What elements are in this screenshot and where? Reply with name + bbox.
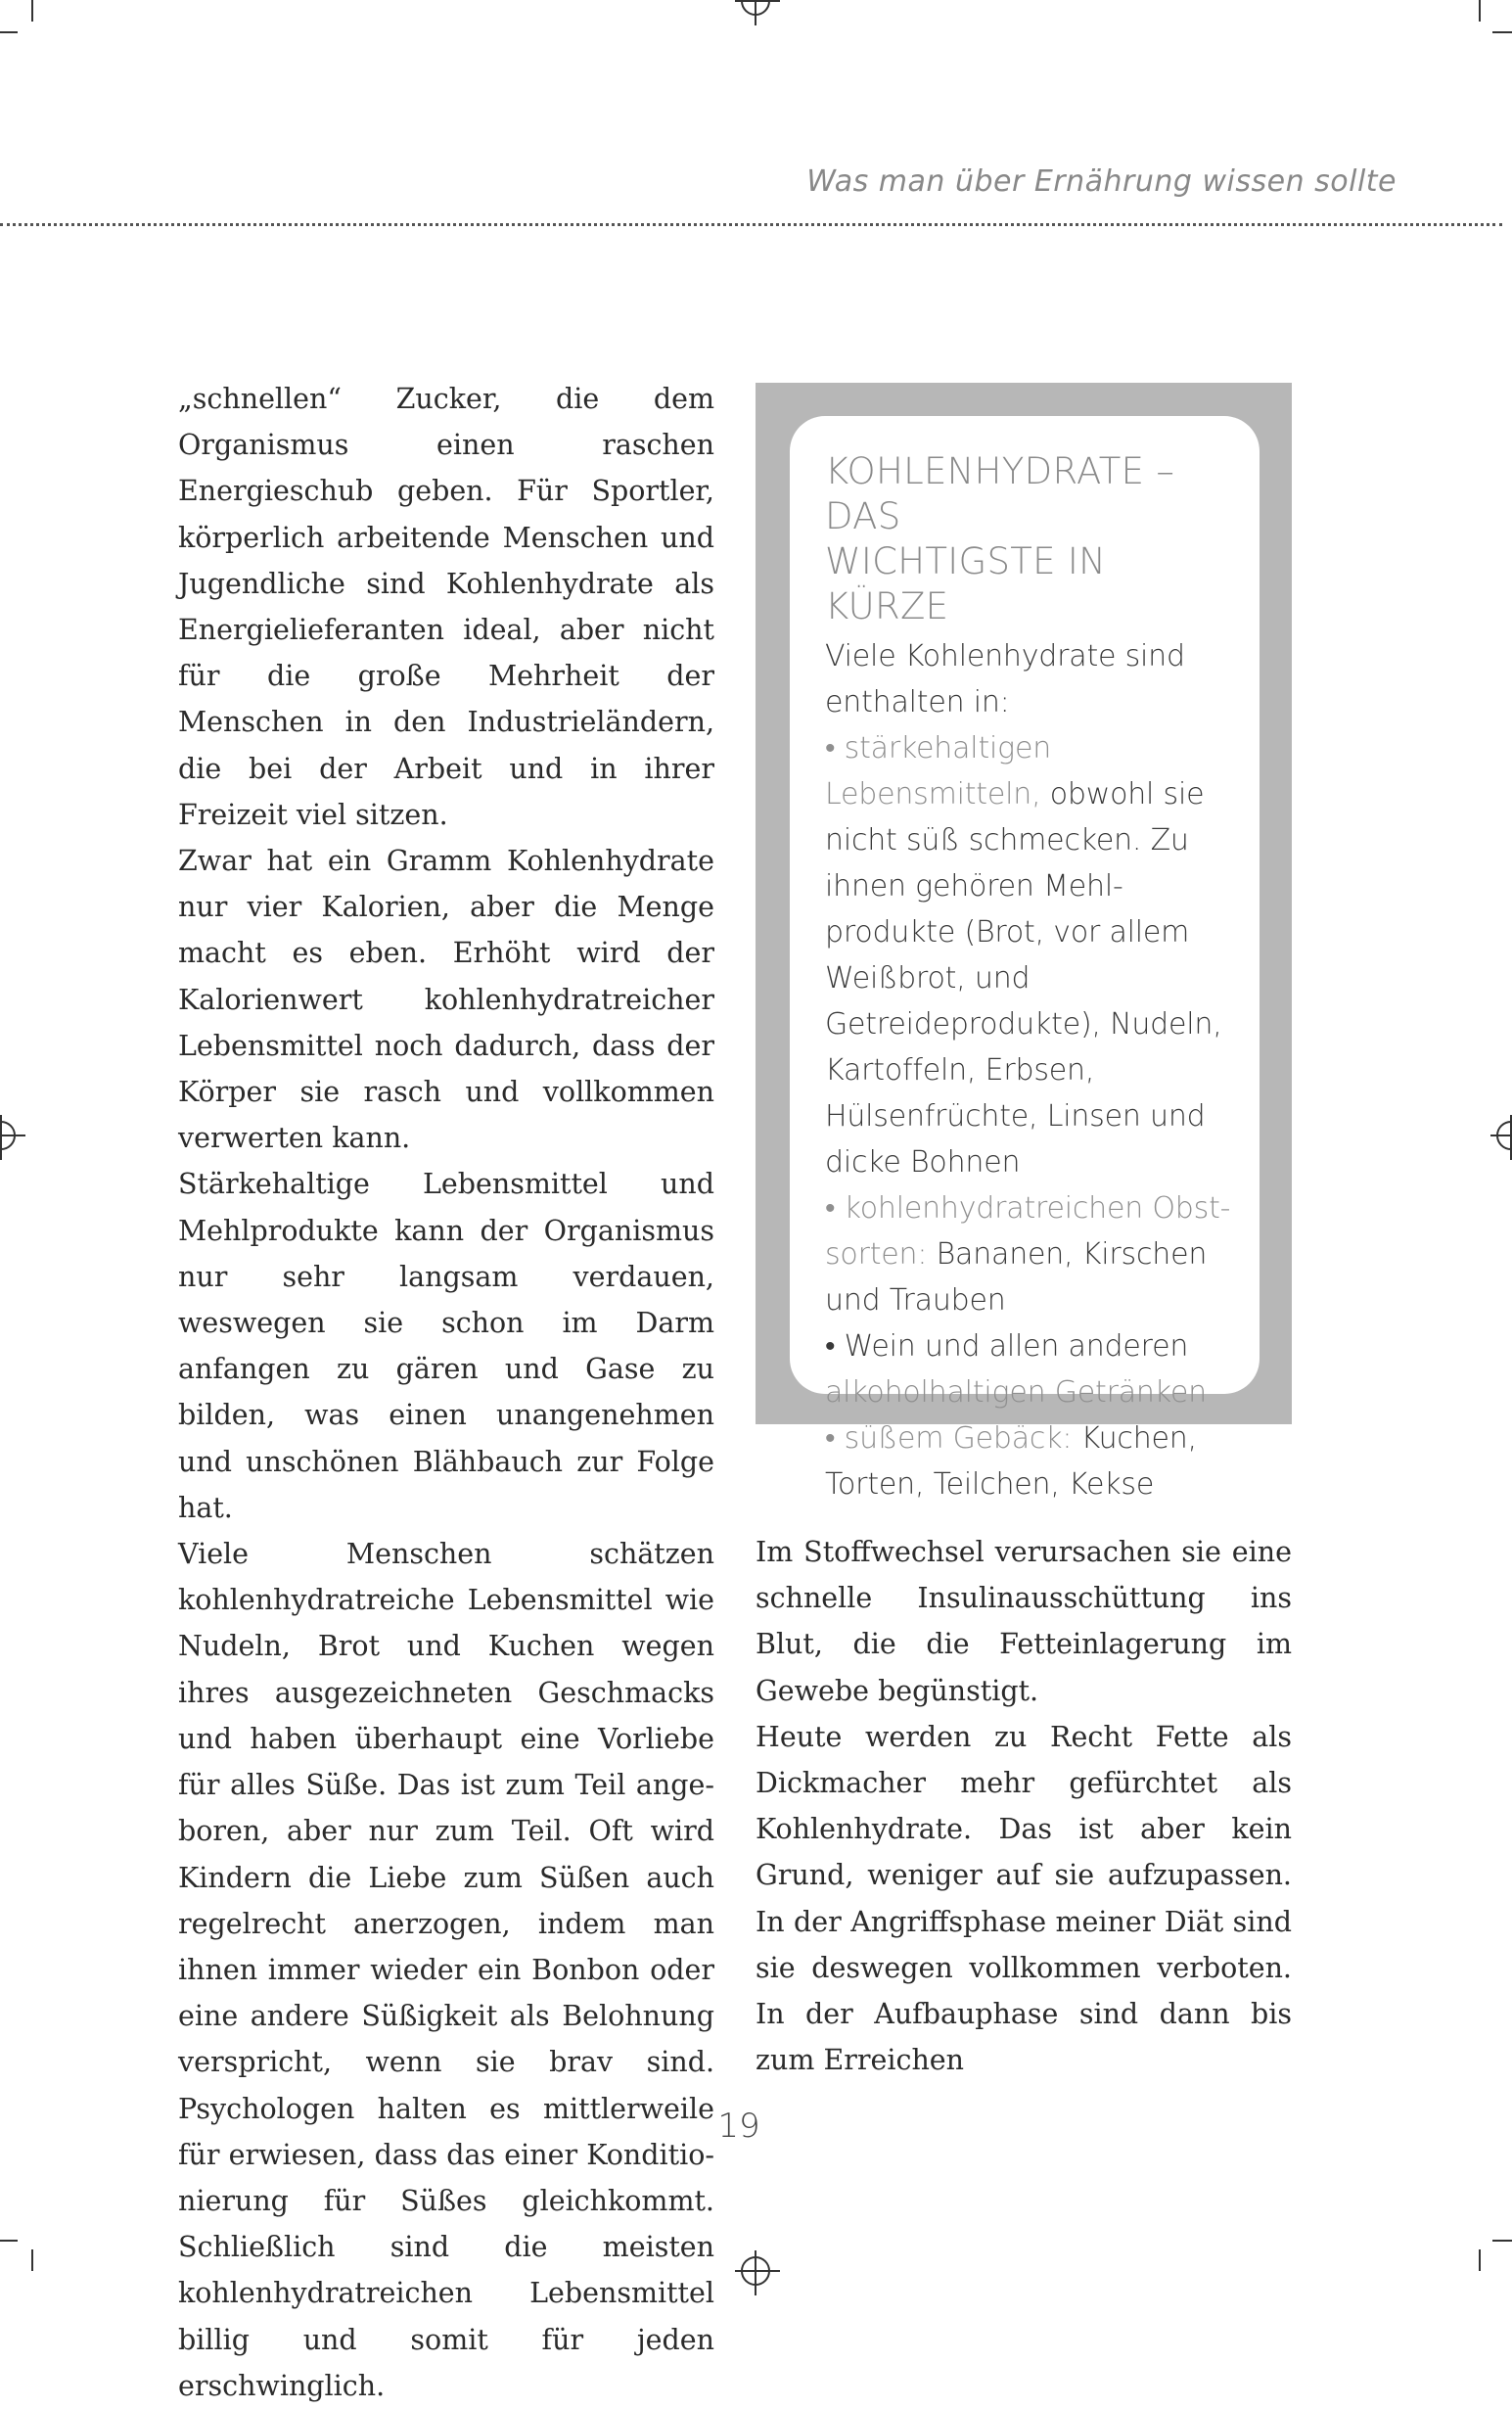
item-lead: • kohlenhydratreichen Obstsorten:	[825, 1191, 1231, 1272]
info-box-intro: Viele Kohlenhydrate sind enthalten in:	[825, 639, 1185, 719]
registration-mark-left	[0, 1121, 16, 1150]
header-dotted-rule	[0, 223, 1502, 226]
info-box-item	[825, 1185, 1240, 1323]
paragraph: Zwar hat ein Gramm Kohlenhydrate nur vier Kalorien, aber die Menge macht es eben. Erhöht wird der Kalorienwert kohlenhydratreicher Lebensmittel noch dadurch, dass der Körper sie rasch und vollkommen verwerten kann.	[178, 845, 714, 1155]
registration-mark-top	[741, 0, 770, 16]
info-box-item	[825, 1415, 1240, 1507]
info-box-frame	[756, 383, 1292, 1502]
info-box-item	[825, 1323, 1240, 1415]
page-number: 19	[717, 2107, 760, 2146]
info-box-item	[825, 725, 1240, 1185]
item-text: Bananen, Kirschen und Trauben	[825, 1237, 1208, 1318]
info-box-title-line: WICHTIGSTE IN KÜRZE	[825, 540, 1107, 627]
crop-mark-bottom-right	[1479, 2249, 1481, 2271]
info-box-title	[825, 449, 1240, 629]
crop-mark-top-right-h	[1492, 31, 1512, 33]
info-box-title-line: KOHLENHYDRATE – DAS	[825, 450, 1175, 537]
right-text-column	[756, 1529, 1292, 2083]
item-text: obwohl sie nicht süß schmecken. Zu ihnen gehören Mehlprodukte (Brot, vor allem Weißbrot, und Getreideprodukte), Nudeln, Kartoffeln, Erbsen, Hülsenfrüchte, Linsen und dicke Bohnen	[825, 777, 1222, 1180]
registration-mark-bottom	[741, 2256, 770, 2286]
crop-mark-bottom-left-h	[0, 2240, 18, 2242]
paragraph: Viele Menschen schätzen kohlenhydratreiche Lebensmittel wie Nudeln, Brot und Kuchen wegen ihres ausgezeichneten Geschmacks und haben überhaupt eine Vorliebe für alles Süße. Das ist zum Teil angeboren, aber nur zum Teil. Oft wird Kindern die Liebe zum Süßen auch regelrecht anerzogen, indem man ihnen immer wieder ein Bonbon oder eine andere Süßigkeit als Belohnung verspricht, wenn sie brav sind. Psychologen halten es mittlerweile für erwiesen, dass das einer Konditionierung für Süßes gleichkommt. Schließlich sind die meisten kohlenhydratreichen Lebensmittel billig und somit für jeden erschwinglich.	[178, 1538, 714, 2402]
crop-mark-top-left-h	[0, 31, 18, 33]
crop-mark-top-left	[31, 0, 33, 22]
item-text: Kuchen, Torten, Teilchen, Kekse	[825, 1421, 1197, 1502]
paragraph: Stärkehaltige Lebensmittel und Mehlprodukte kann der Organismus nur sehr langsam verdauen, weswegen sie schon im Darm anfangen zu gären und Gase zu bilden, was einen unangenehmen und unschönen Blähbauch zur Folge hat.	[178, 1168, 714, 1524]
paragraph: Heute werden zu Recht Fette als Dickmacher mehr gefürchtet als Kohlenhydrate. Das ist aber kein Grund, weniger auf sie aufzupassen. In der Angriffsphase meiner Diät sind sie deswegen vollkommen verboten. In der Aufbauphase sind dann bis zum Erreichen	[756, 1720, 1292, 2077]
registration-mark-right	[1496, 1121, 1512, 1150]
running-head: Was man über Ernährung wissen sollte	[806, 164, 1397, 199]
item-lead: alkoholhaltigen Getränken	[825, 1375, 1207, 1410]
item-lead-dark: • Wein und allen anderen	[825, 1329, 1189, 1364]
item-lead: • süßem Gebäck:	[825, 1421, 1073, 1456]
paragraph: Im Stoffwechsel verursachen sie eine schnelle Insulinausschüttung ins Blut, die die Fetteinlagerung im Gewebe begünstigt.	[756, 1536, 1292, 1707]
left-text-column	[178, 376, 714, 2409]
crop-mark-bottom-right-h	[1492, 2240, 1512, 2242]
crop-mark-top-right	[1479, 0, 1481, 22]
paragraph: „schnellen“ Zucker, die dem Organismus einen raschen Energieschub geben. Für Sportler, körperlich arbeitende Menschen und Jugendliche sind Kohlenhydrate als Energielieferanten ideal, aber nicht für die große Mehrheit der Menschen in den Industrieländern, die bei der Arbeit und in ihrer Freizeit viel sitzen.	[178, 383, 714, 831]
item-lead: • stärkehaltigen Lebensmitteln,	[825, 731, 1052, 811]
info-box-body	[825, 633, 1240, 1507]
crop-mark-bottom-left	[31, 2249, 33, 2271]
info-box	[790, 416, 1260, 1502]
